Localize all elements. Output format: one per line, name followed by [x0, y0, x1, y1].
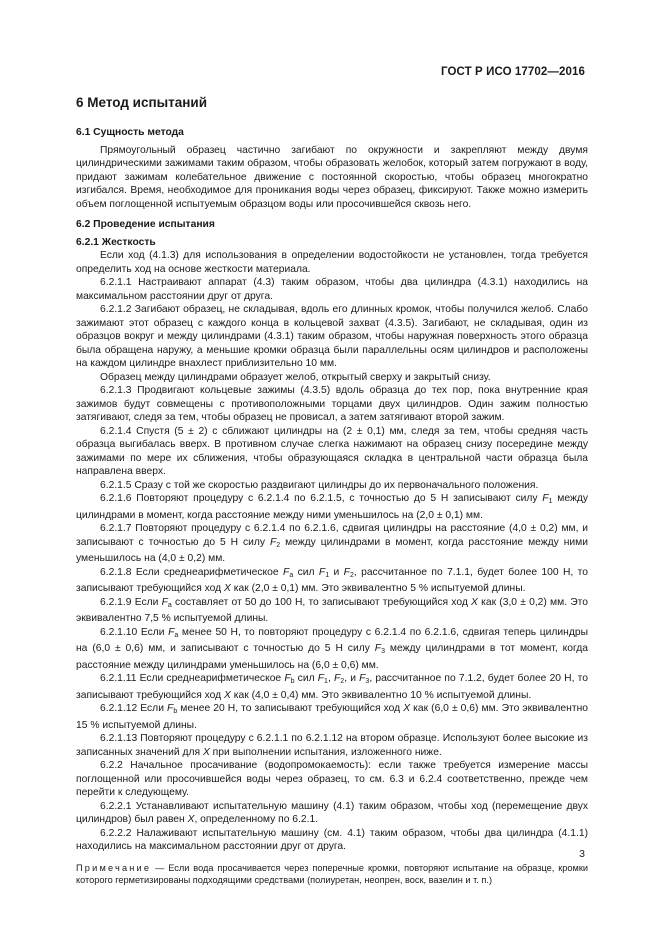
paragraph-6-1: Прямоугольный образец частично загибают по окружности и закрепляют между двумя цилиндрическими зажимами таким образом, чтобы образовать желобок, который затем погружают в воду, придают зажимам колебательное движение с постоянной скоростью, чтобы образец многократно изгибался. Время, необходимое для проникания воды через образец, фиксируют. Также можно измерить объем поглощенной испытуемым образцом воды или просочившейся сквозь него. [76, 144, 588, 210]
paragraph-6-2-1-1: 6.2.1.1 Настраивают аппарат (4.3) таким образом, чтобы два цилиндра (4.3.1) находились на максимальном расстоянии друг от друга. [76, 277, 588, 302]
paragraph-6-2-1-12: 6.2.1.12 Если $F_b$ менее 20 Н, то записывают требующийся ход X как (6,0 ± 0,6) мм. Это эквивалентно 15 % испытуемой длины. [76, 703, 588, 731]
paragraph-6-2-1-11: 6.2.1.11 Если среднеарифметическое $F_b$ сил $F_1$, $F_2$, и $F_3$, рассчитанное по 7.1.2, будет более 20 Н, то записывают требующийся ход X как (4,0 ± 0,4) мм. Это эквивалентно 10 % испытуемой длины. [76, 673, 588, 701]
paragraph-6-2-2-2: 6.2.2.2 Налаживают испытательную машину (см. 4.1) таким образом, чтобы два цилиндра (4.1.1) находились на максимальном расстоянии друг от друга. [76, 827, 588, 852]
document-body [76, 126, 588, 886]
paragraph-6-2-1-2: 6.2.1.2 Загибают образец, не складывая, вдоль его длинных кромок, чтобы получился желоб. Слабо зажимают этот образец с каждого конца в кольцевой захват (4.3.5). Загибают, не складывая, один из образцов вокруг и между цилиндрами (4.3.1) таким образом, чтобы наружная поверхность этого образца была обращена наружу, а меньшие кромки образца были параллельны осям цилиндров и расположены на каждом цилиндре внахлест приблизительно 10 мм. [76, 304, 588, 369]
section-title: 6 Метод испытаний [76, 95, 208, 110]
note-text: — Если вода просачивается через поперечные кромки, повторяют испытание на образце, кромки которого герметизированы подходящими средствами (полиуретан, неопрен, воск, вазелин и т. п.) [76, 862, 588, 885]
paragraph-6-2-1-3: 6.2.1.3 Продвигают кольцевые зажимы (4.3.5) вдоль образца до тех пор, пока внутренние края зажимов будут совмещены с противоположными торцами двух цилиндров. Один зажим полностью затягивают, следя за тем, чтобы образец не провисал, а затем затягивают второй зажим. [76, 385, 588, 423]
document-header: ГОСТ Р ИСО 17702—2016 [440, 66, 585, 78]
paragraph-6-2-1-9: 6.2.1.9 Если $F_a$ составляет от 50 до 100 Н, то записывают требующийся ход X как (3,0 ± 0,2) мм. Это эквивалентно 7,5 % испытуемой длины. [76, 596, 588, 624]
paragraph-6-2-1-5: 6.2.1.5 Сразу с той же скоростью раздвигают цилиндры до их первоначального положения. [100, 479, 539, 491]
paragraph-6-2-1-4: 6.2.1.4 Спустя (5 ± 2) с сближают цилиндры на (2 ± 0,1) мм, следя за тем, чтобы средняя часть образца выгибалась вверх. В противном случае слегка нажимают на образец снизу посередине между зажимами по мере их сближения, чтобы образующаяся складка в центральной части образца была направлена вверх. [76, 425, 588, 477]
paragraph-6-2-2: 6.2.2 Начальное просачивание (водопромокаемость): если также требуется измерение массы поглощенной или просочившейся воды через образец, то см. 6.3 и 6.2.4 соответственно, прежде чем перейти к следующему. [76, 760, 588, 798]
note-label: Примечание [76, 862, 152, 873]
paragraph-6-2-1-8: 6.2.1.8 Если среднеарифметическое $F_a$ сил $F_1$ и $F_2$, рассчитанное по 7.1.1, будет более 100 Н, то записывают требующийся ход X как (2,0 ± 0,1) мм. Это эквивалентно 5 % испытуемой длины. [76, 566, 589, 594]
paragraph-6-2-1-7: 6.2.1.7 Повторяют процедуру с 6.2.1.4 по 6.2.1.6, сдвигая цилиндры на расстояние (4,0 ± 0,2) мм, и записывают с точностью до 5 Н силу $F_2$ между цилиндрами в момент, когда расстояние между ними уменьшилось на (4,0 ± 0,2) мм. [76, 523, 588, 564]
paragraph-6-2-1-13: 6.2.1.13 Повторяют процедуру с 6.2.1.1 по 6.2.1.12 на втором образце. Используют более высокие из записанных значений для X при выполнении испытания, изложенного ниже. [76, 733, 588, 758]
subsection-heading-6-2: 6.2 Проведение испытания [76, 219, 215, 230]
paragraph-6-2-1-6: 6.2.1.6 Повторяют процедуру с 6.2.1.4 по 6.2.1.5, с точностью до 5 Н записывают силу $F_1$ между цилиндрами в момент, когда расстояние между ними уменьшилось на (2,0 ± 0,1) мм. [76, 493, 588, 521]
subsection-heading-6-1: 6.1 Сущность метода [76, 127, 184, 138]
paragraph-6-2-1-2b: Образец между цилиндрами образует желоб, открытый сверху и закрытый снизу. [100, 371, 491, 383]
page-number: 3 [579, 848, 585, 860]
paragraph-6-2-2-1: 6.2.2.1 Устанавливают испытательную машину (4.1) таким образом, чтобы ход (перемещение двух цилиндров) был равен X, определенному по 6.2.1. [76, 800, 588, 825]
note [76, 862, 588, 886]
paragraph-6-2-1: Если ход (4.1.3) для использования в определении водостойкости не установлен, тогда требуется определить ход на основе жесткости материала. [76, 250, 588, 275]
paragraph-6-2-1-10: 6.2.1.10 Если $F_a$ менее 50 Н, то повторяют процедуру с 6.2.1.4 по 6.2.1.6, сдвигая теперь цилиндры на (6,0 ± 0,6) мм, и записывают с точностью до 5 Н силу $F_3$ между цилиндрами в тот момент, когда расстояние между цилиндрами уменьшилось на (6,0 ± 0,6) мм. [76, 626, 588, 671]
subsection-heading-6-2-1: 6.2.1 Жесткость [76, 236, 156, 248]
